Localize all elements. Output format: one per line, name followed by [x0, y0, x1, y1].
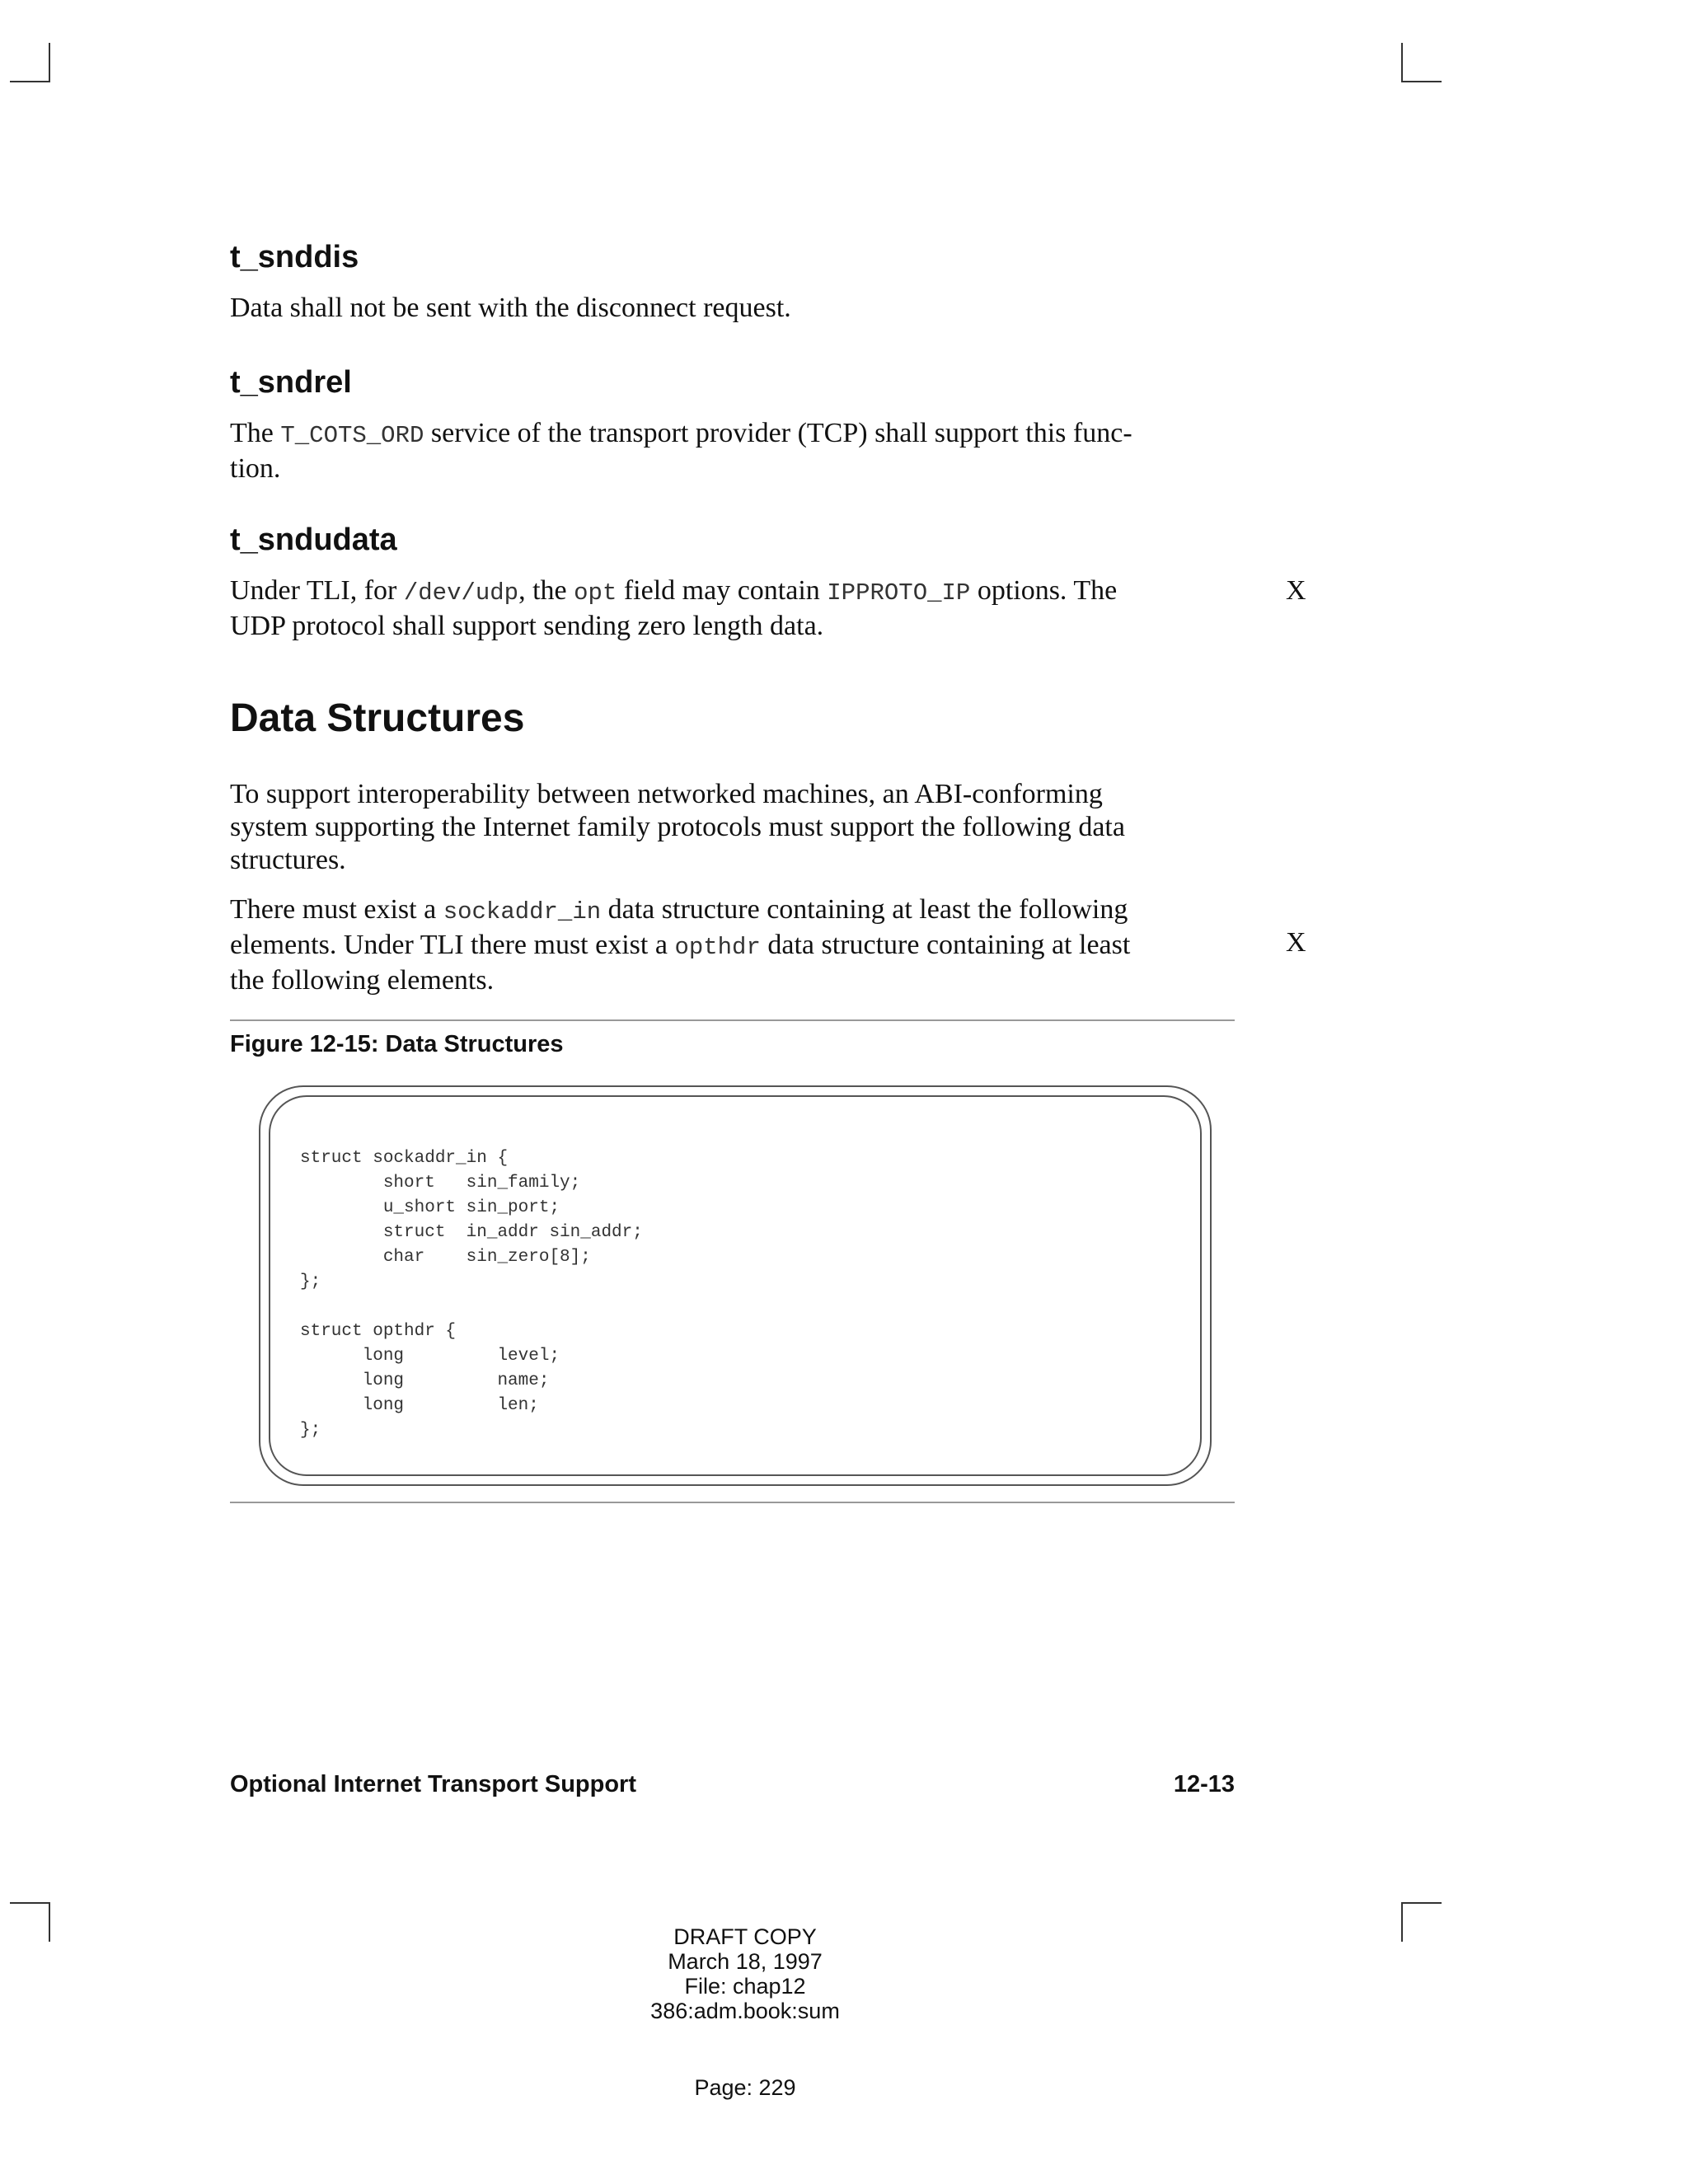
crop-mark-top-right-horizontal	[1401, 81, 1442, 82]
footer-page-number: 12-13	[1173, 1771, 1235, 1797]
code-opthdr: opthdr	[674, 934, 761, 961]
text-line: structures.	[230, 845, 346, 875]
crop-mark-bottom-left-horizontal	[10, 1902, 50, 1904]
text-line: To support interoperability between networked machines, an ABI-conforming	[230, 779, 1103, 809]
heading-t-sndrel: t_sndrel	[230, 365, 352, 400]
text-run: data structure containing at least	[760, 930, 1131, 960]
draft-date: March 18, 1997	[668, 1949, 823, 1974]
code-t-cots-ord: T_COTS_ORD	[280, 422, 424, 449]
draft-copy-block	[580, 1924, 910, 2023]
code-opt: opt	[574, 579, 617, 607]
paragraph-t-sndudata	[230, 574, 1240, 643]
text-run: , the	[518, 575, 574, 606]
code-box	[259, 1085, 1212, 1486]
code-ipproto-ip: IPPROTO_IP	[827, 579, 971, 607]
code-listing: struct sockaddr_in { short sin_family; u_short sin_port; struct in_addr sin_addr; char sin_zero[8]; }; struct opthdr { long level; long name; long len; };	[300, 1149, 643, 1440]
paragraph-sockaddr-opthdr	[230, 893, 1240, 997]
crop-mark-top-right-vertical	[1401, 43, 1403, 82]
text-run: options. The	[970, 575, 1118, 606]
text-run: elements. Under TLI there must exist a	[230, 930, 675, 960]
text-run: field may contain	[617, 575, 828, 606]
change-bar-mark: X	[1286, 575, 1306, 606]
text-run: There must exist a	[230, 894, 443, 925]
heading-data-structures: Data Structures	[230, 696, 525, 740]
crop-mark-bottom-right-vertical	[1401, 1902, 1403, 1942]
draft-page: Page: 229	[694, 2075, 796, 2100]
crop-mark-bottom-left-vertical	[49, 1902, 50, 1942]
text-run: data structure containing at least the following	[601, 894, 1128, 925]
code-sockaddr-in: sockaddr_in	[443, 898, 602, 926]
text-run: service of the transport provider (TCP) shall support this func-	[424, 418, 1132, 448]
figure-bottom-rule	[230, 1502, 1235, 1503]
crop-mark-bottom-right-horizontal	[1401, 1902, 1442, 1904]
paragraph-t-snddis: Data shall not be sent with the disconnect request.	[230, 293, 791, 323]
figure-top-rule	[230, 1019, 1235, 1021]
text-run: the following elements.	[230, 965, 495, 996]
change-bar-mark: X	[1286, 927, 1306, 958]
crop-mark-top-left-vertical	[49, 43, 50, 82]
text-run: The	[230, 418, 281, 448]
paragraph-t-sndrel	[230, 417, 1240, 485]
text-run: Under TLI, for	[230, 575, 404, 606]
heading-t-sndudata: t_sndudata	[230, 523, 397, 557]
paragraph-interoperability	[230, 778, 1240, 877]
draft-file: File: chap12	[684, 1974, 806, 1999]
crop-mark-top-left-horizontal	[10, 81, 50, 82]
footer-chapter-title: Optional Internet Transport Support	[230, 1771, 636, 1797]
text-run: UDP protocol shall support sending zero length data.	[230, 611, 824, 641]
figure-caption: Figure 12-15: Data Structures	[230, 1031, 564, 1057]
draft-book: 386:adm.book:sum	[650, 1999, 840, 2023]
draft-label: DRAFT COPY	[673, 1924, 817, 1949]
heading-t-snddis: t_snddis	[230, 240, 359, 274]
text-line: system supporting the Internet family protocols must support the following data	[230, 812, 1125, 842]
text-run: tion.	[230, 453, 281, 484]
code-dev-udp: /dev/udp	[403, 579, 519, 607]
